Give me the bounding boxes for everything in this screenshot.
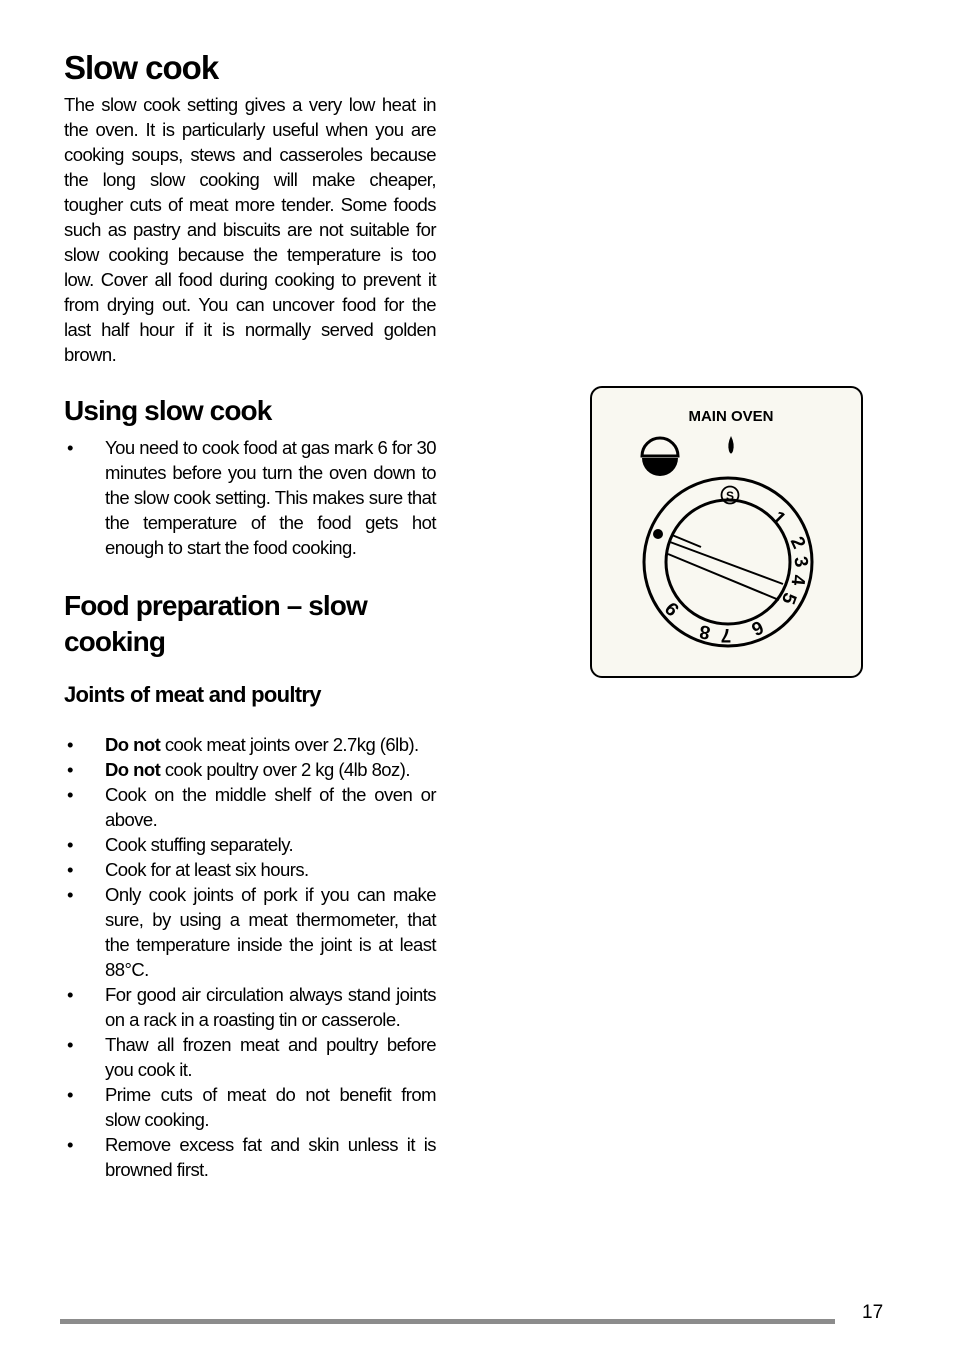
bullet-icon: •: [67, 1084, 73, 1105]
slow-cook-symbol-icon: [722, 487, 739, 504]
bullet-icon: •: [67, 834, 73, 855]
list-item-text: Cook stuffing separately.: [105, 834, 294, 855]
list-item: [64, 1082, 441, 1132]
list-item-text: cook poultry over 2 kg (4lb 8oz).: [160, 759, 410, 780]
dial-mark-7: 7: [720, 623, 732, 645]
dial-mark-1: 1: [767, 507, 790, 530]
emphasis-text: Do not: [105, 759, 161, 780]
bullet-icon: •: [67, 884, 73, 905]
heading-line: cooking: [64, 626, 166, 657]
list-item: [64, 732, 436, 757]
dial-mark-4: 4: [786, 573, 809, 587]
indicator-dot-icon: [653, 529, 663, 539]
list-item: [64, 782, 441, 832]
oven-symbol-icon: [642, 438, 678, 476]
dial-mark-6: 6: [747, 615, 767, 640]
main-oven-control-figure: [590, 386, 863, 678]
heading-slow-cook: Slow cook: [64, 49, 219, 86]
heading-joints: Joints of meat and poultry: [64, 682, 321, 707]
list-item: [64, 1132, 441, 1182]
slow-cook-paragraph: The slow cook setting gives a very low heat in the oven. It is particularly useful when you are cooking soups, stews and casseroles because the long slow cooking will make cheaper, tougher cuts of meat more tender. Some foods such as pastry and biscuits are not suitable for slow cooking because the temperature is too low. Cover all food during cooking to prevent it from drying out. You can uncover food for the last half hour if it is normally served golden brown.: [64, 94, 436, 365]
list-item-text: Cook on the middle shelf of the oven or above.: [105, 784, 441, 830]
list-item: [64, 882, 441, 982]
bullet-icon: •: [67, 734, 73, 755]
list-item: [64, 435, 436, 560]
list-item: [64, 982, 441, 1032]
emphasis-text: Do not: [105, 734, 161, 755]
dial-mark-5: 5: [776, 589, 801, 607]
list-item-text: Remove excess fat and skin unless it is browned first.: [105, 1134, 441, 1180]
list-item: [64, 832, 436, 857]
slow-symbol-letter: S: [725, 489, 735, 503]
content-column: [64, 48, 441, 1182]
dial-mark-3: 3: [789, 554, 812, 569]
bullet-icon: •: [67, 1134, 73, 1155]
oven-dial-diagram: [592, 388, 865, 680]
dial-mark-2: 2: [785, 533, 810, 553]
bullet-icon: •: [67, 859, 73, 880]
list-item: [64, 757, 436, 782]
list-item-text: For good air circulation always stand joints on a rack in a roasting tin or casserole.: [105, 984, 441, 1030]
list-item-text: cook meat joints over 2.7kg (6lb).: [160, 734, 419, 755]
heading-line: Food preparation – slow: [64, 590, 367, 621]
list-item-text: Cook for at least six hours.: [105, 859, 309, 880]
using-slow-cook-list: [64, 435, 436, 560]
page-number: 17: [862, 1302, 884, 1323]
bullet-icon: •: [67, 1034, 73, 1055]
bullet-icon: •: [67, 437, 73, 458]
main-oven-label: MAIN OVEN: [688, 408, 774, 425]
joints-list: [64, 732, 441, 1182]
list-item-text: Only cook joints of pork if you can make sure, by using a meat thermometer, that the temperature inside the joint is at least 88°C.: [105, 884, 441, 980]
list-item-text: Thaw all frozen meat and poultry before you cook it.: [105, 1034, 441, 1080]
flame-icon: [728, 436, 733, 454]
list-item: [64, 857, 436, 882]
list-item-text: You need to cook food at gas mark 6 for 30 minutes before you turn the oven down to the slow cook setting. This makes sure that the temperature of the food gets hot enough to start the food cooking.: [105, 437, 436, 558]
bullet-icon: •: [67, 784, 73, 805]
dial-mark-9: 9: [661, 597, 684, 620]
heading-using-slow-cook: Using slow cook: [64, 395, 272, 426]
bullet-icon: •: [67, 984, 73, 1005]
list-item: [64, 1032, 441, 1082]
dial-mark-8: 8: [697, 620, 712, 643]
footer-rule: [60, 1319, 835, 1324]
bullet-icon: •: [67, 759, 73, 780]
list-item-text: Prime cuts of meat do not benefit from slow cooking.: [105, 1084, 441, 1130]
heading-food-preparation: [64, 588, 436, 660]
